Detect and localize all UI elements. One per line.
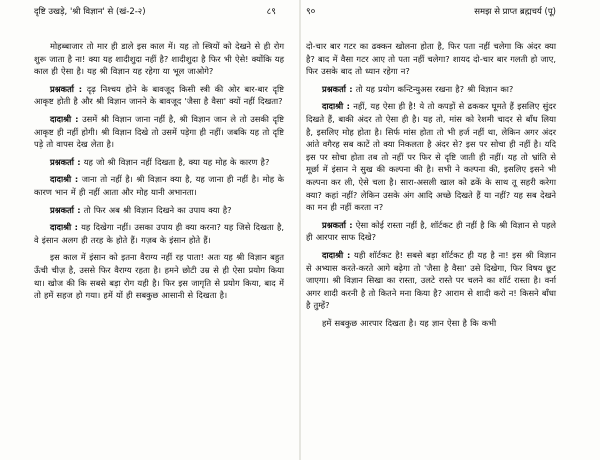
paragraph-text: ऐसा कोई रास्ता नहीं है, शॉर्टकट ही नहीं है कि श्री विज्ञान से पहले ही आरपार साफ दिखे?	[306, 219, 557, 243]
paragraph	[306, 249, 556, 312]
paragraph	[34, 83, 284, 108]
paragraph	[34, 40, 284, 78]
speaker-label: प्रश्नकर्ता :	[50, 156, 81, 167]
paragraph-text: तो फिर अब श्री विज्ञान दिखने का उपाय क्या है?	[83, 204, 232, 215]
speaker-label: दादाश्री :	[322, 101, 350, 112]
paragraph	[306, 40, 556, 78]
speaker-label: प्रश्नकर्ता :	[50, 204, 81, 215]
paragraph-text: उसमें श्री विज्ञान जाना नहीं है, श्री विज्ञान जान ले तो उसकी दृष्टि आकृष्ट ही नहीं होगी। श्री विज्ञान दिखे तो उसमें पड़ेगा ही नहीं। जबकि यह तो दृष्टि पड़े तो वापस देख लेता है।	[34, 113, 285, 150]
left-running-head: दृष्टि उखड़े, 'श्री विज्ञान' से (खं-2-२)	[34, 7, 146, 17]
paragraph	[306, 83, 556, 96]
paragraph-text: मोहब्बाजार तो मार ही डाले इस काल में। यह तो स्त्रियों को देखने से ही रोग शुरू जाता है ना! क्या यह शादीशुदा नहीं है? शादीशुदा है फिर भी ऐसे! क्योंकि यह काल ही ऐसा है। यह श्री विज्ञान यह रहेगा या भूल जाओगे?	[34, 41, 284, 77]
speaker-label: दादाश्री :	[50, 174, 79, 185]
paragraph	[34, 221, 284, 246]
right-page-header	[306, 6, 556, 20]
speaker-label: प्रश्नकर्ता :	[322, 83, 353, 94]
paragraph	[34, 251, 284, 301]
paragraph-text: इस काल में इंसान को इतना वैराग्य नहीं रह पाता! अतः यह श्री विज्ञान बहुत ऊँची चीज़ है, उससे फिर वैराग्य रहता है। हमने छोटी उम्र से ही ऐसा प्रयोग किया था। खोज की कि सबसे बड़ा रोग यही है। फिर इस जागृति से प्रयोग किया, बाद में तो हमें सहज हो गया। हमें यों ही सबकुछ आसानी से दिखता है।	[34, 252, 284, 301]
paragraph	[34, 204, 284, 217]
paragraph-text: तो यह प्रयोग कन्टिन्युअस रखना है? श्री विज्ञान का?	[355, 83, 514, 94]
paragraph-text: यह दिखेगा नहीं। उसका उपाय ही क्या करना? यह जिसे दिखता है, वे इंसान अलग ही तरह के होते हैं। गज़ब के इंसान होते हैं।	[34, 222, 284, 245]
right-page-body	[306, 40, 556, 329]
paragraph-text: यही शॉर्टकट है! सबसे बड़ा शॉर्टकट ही यह है ना! इस श्री विज्ञान से अभ्यास करते-करते आगे बढ़ेगा तो 'जैसा है वैसा' उसे दिखेगा, फिर विषय छूट जाएगा। श्री विज्ञान सिखा का रास्ता, उलटे रास्ते पर चलने का शॉर्ट रास्ता है। वर्ना अगर शादी करनी है तो कितने मना किया है? आराम से शादी करो न! किसने बाँधा है तुम्हें?	[306, 249, 557, 311]
paragraph-text: दो-चार बार गटर का ढक्कन खोलना होता है, फिर पता नहीं चलेगा कि अंदर क्या है? बाद में वैसा गटर आए तो पता नहीं चलेगा? शायद दो-चार बार गलती हो जाए, फिर उसके बाद तो ध्यान रहेगा न?	[306, 41, 556, 77]
paragraph-text: नहीं, यह ऐसा ही है! ये तो कपड़ों से ढककर घूमते हैं इसलिए सुंदर दिखते हैं, बाकी अंदर तो ऐसा ही है। यह तो, मांस को रेशमी चादर से बाँध लिया है, इसलिए मोह होता है। सिर्फ मांस होता तो भी हर्ज नहीं था, लेकिन अगर अंदर आंते वगैरह सब काटें तो क्या निकलता है अंदर से? इस पर सोचा ही नहीं है। यदि इस पर सोचा होता तब तो नहीं पर फिर से दृष्टि जाती ही नहीं। यह तो भ्रांति से मूर्छा में इंसान ने सुख की कल्पना की है। सभी ने कल्पना की, इसलिए इसने भी कल्पना कर ली, ऐसे चला है। सारा-असली खाल को ढकें के साथ तू सहरी करेगा क्या? कहां नहीं? लेकिन उसके अंग आदि अच्छे दिखते हैं या नहीं? यह सब देखने का मन ही नहीं करता न?	[306, 101, 556, 213]
speaker-label: दादाश्री :	[50, 222, 78, 233]
paragraph	[306, 219, 556, 244]
paragraph	[34, 113, 284, 151]
paragraph	[306, 100, 556, 213]
left-page-header	[34, 6, 284, 20]
paragraph	[34, 173, 284, 198]
right-running-head: समझ से प्राप्त ब्रह्मचर्य (पू)	[474, 7, 556, 17]
speaker-label: दादाश्री :	[322, 249, 351, 260]
speaker-label: दादाश्री :	[50, 113, 79, 124]
speaker-label: प्रश्नकर्ता :	[322, 219, 353, 230]
paragraph-text: हमें सबकुछ आरपार दिखता है। यह ज्ञान ऐसा है कि कभी	[322, 317, 497, 328]
paragraph-text: जाना तो नहीं है। श्री विज्ञान क्या है, यह जाना ही नहीं है। मोह के कारण भान में ही नहीं आता और मोह यानी अभानता।	[34, 174, 284, 197]
paragraph	[306, 317, 556, 330]
right-page-number: ९०	[306, 7, 316, 17]
paragraph-text: दृढ़ निश्चय होने के बावजूद किसी स्त्री की ओर बार-बार दृष्टि आकृष्ट होती है और श्री विज्ञान जानने के बावजूद 'जैसा है वैसा' क्यों नहीं दिखता?	[34, 83, 285, 107]
paragraph-text: यह जो श्री विज्ञान नहीं दिखता है, क्या यह मोह के कारण है?	[83, 156, 270, 167]
right-page	[300, 0, 600, 460]
left-page-body	[34, 40, 284, 302]
left-page-number: ८९	[266, 7, 276, 17]
speaker-label: प्रश्नकर्ता :	[50, 83, 83, 94]
paragraph	[34, 156, 284, 169]
